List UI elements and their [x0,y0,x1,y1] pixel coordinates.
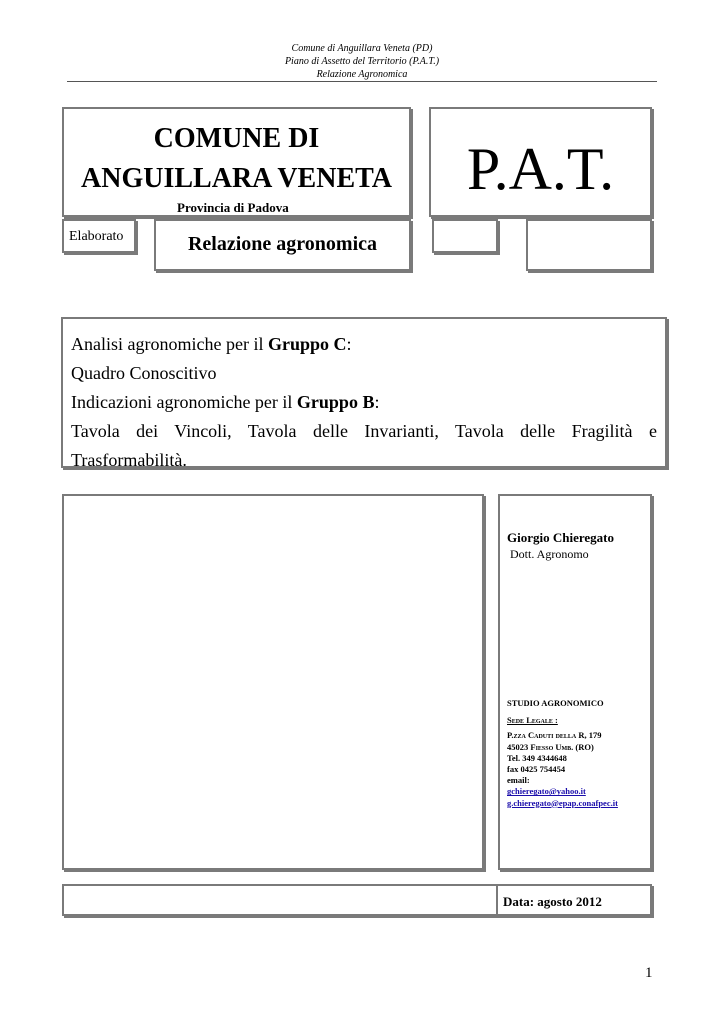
studio-city: 45023 Fiesso Umb. (RO) [507,741,594,752]
gruppo-b-label: Gruppo B [296,392,375,412]
page-number: 1 [645,965,653,981]
gruppo-c-label: Gruppo C [267,334,347,354]
pat-box [429,107,652,217]
provincia-label: Provincia di Padova [177,200,289,215]
analisi-line-3-colon: : [374,392,380,412]
analisi-line-1-text: Analisi agronomiche per il [71,334,268,354]
email-link-pec[interactable]: g.chieregato@epap.conafpec.it [507,797,618,808]
analisi-line-3-text: Indicazioni agronomiche per il [71,392,297,412]
pat-title: P.A.T. [466,136,615,202]
header-line-3: Relazione Agronomica [316,69,408,80]
comune-box [62,107,411,217]
header-line-2: Piano di Assetto del Territorio (P.A.T.) [284,56,440,67]
date-row-divider [496,884,498,916]
header-rule [67,81,657,82]
author-name: Giorgio Chieregato [507,530,614,545]
empty-box-small [432,219,498,253]
header-line-1: Comune di Anguillara Veneta (PD) [291,43,433,54]
author-box [498,494,652,870]
studio-email-label: email: [507,775,530,786]
studio-tel: Tel. 349 4344648 [507,752,567,763]
studio-info [507,698,651,809]
comune-title-line-2: ANGUILLARA VENETA [81,163,392,194]
author-title: Dott. Agronomo [510,547,589,561]
analisi-line-3 [71,388,657,417]
relazione-box [154,219,411,271]
sede-legale-label: Sede Legale : [507,715,558,726]
elaborato-label: Elaborato [69,229,124,244]
empty-box-right [526,219,652,271]
analisi-box [61,317,667,468]
analisi-line-2: Quadro Conoscitivo [71,363,217,383]
studio-name: STUDIO AGRONOMICO [507,698,604,708]
email-link-yahoo[interactable]: gchieregato@yahoo.it [507,786,586,797]
analisi-line-1-colon: : [346,334,352,354]
studio-fax: fax 0425 754454 [507,764,566,775]
relazione-title: Relazione agronomica [187,233,378,255]
date-label: Data: agosto 2012 [503,894,602,909]
comune-title-line-1: COMUNE DI [153,123,320,154]
analisi-line-5: Trasformabilità. [71,450,187,470]
studio-address: P.zza Caduti della R, 179 [507,730,602,741]
analisi-line-4: Tavola dei Vincoli, Tavola delle Invarianti, Tavola delle Fragilità e [71,421,657,441]
analisi-line-1 [71,330,657,359]
elaborato-box [62,219,136,253]
image-placeholder-box [62,494,484,870]
